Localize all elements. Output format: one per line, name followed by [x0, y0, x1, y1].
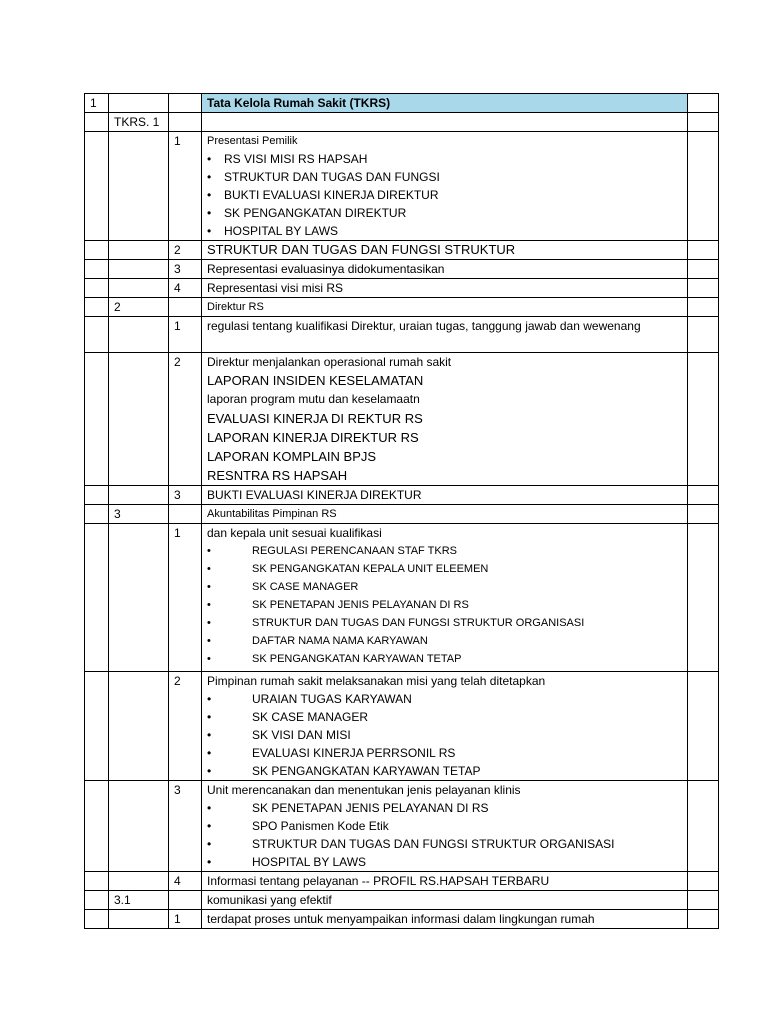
code-cell: 2 — [109, 298, 169, 317]
number-cell: 3 — [169, 260, 202, 279]
table-row — [85, 891, 719, 910]
document-table — [84, 93, 719, 929]
cell-heading: dan kepala unit sesuai kualifikasi — [207, 526, 382, 540]
content-cell: terdapat proses untuk menyampaikan informasi dalam lingkungan rumah — [202, 910, 688, 929]
code-cell: 3 — [109, 505, 169, 524]
list-item: • EVALUASI KINERJA PERRSONIL RS — [207, 744, 682, 762]
code-cell: 3.1 — [109, 891, 169, 910]
row-number — [85, 353, 109, 486]
code-cell — [109, 132, 169, 241]
cell-heading: Unit merencanakan dan menentukan jenis pelayanan klinis — [207, 783, 521, 797]
number-cell: 2 — [169, 353, 202, 486]
list-item: RESNTRA RS HAPSAH — [207, 468, 348, 483]
content-cell: Representasi visi misi RS — [202, 279, 688, 298]
list-item: • SK CASE MANAGER — [207, 578, 682, 596]
empty-cell — [688, 891, 719, 910]
section-title: Tata Kelola Rumah Sakit (TKRS) — [202, 94, 688, 113]
code-cell — [109, 260, 169, 279]
list-item: • SK VISI DAN MISI — [207, 726, 682, 744]
table-row — [85, 94, 719, 113]
table-row — [85, 353, 719, 486]
table-row — [85, 872, 719, 891]
empty-cell — [688, 260, 719, 279]
empty-cell — [688, 486, 719, 505]
row-number — [85, 113, 109, 132]
empty-cell — [688, 353, 719, 486]
empty-cell — [688, 298, 719, 317]
number-cell: 2 — [169, 241, 202, 260]
table-row — [85, 524, 719, 672]
row-number — [85, 505, 109, 524]
empty-cell — [688, 781, 719, 872]
list-item: • SK CASE MANAGER — [207, 708, 682, 726]
list-item: • SK PENGANGKATAN KARYAWAN TETAP — [207, 762, 682, 780]
number-cell: 4 — [169, 279, 202, 298]
cell-heading: Direktur menjalankan operasional rumah sakit — [207, 355, 452, 369]
bullet-list — [207, 150, 682, 240]
list-item: LAPORAN INSIDEN KESELAMATAN — [207, 373, 424, 388]
list-item: • URAIAN TUGAS KARYAWAN — [207, 690, 682, 708]
row-number — [85, 486, 109, 505]
number-cell: 4 — [169, 872, 202, 891]
row-number — [85, 781, 109, 872]
table-row — [85, 113, 719, 132]
number-cell: 2 — [169, 672, 202, 781]
table-row — [85, 781, 719, 872]
code-cell — [109, 486, 169, 505]
table-row — [85, 672, 719, 781]
content-cell: STRUKTUR DAN TUGAS DAN FUNGSI STRUKTUR — [202, 241, 688, 260]
list-item: • HOSPITAL BY LAWS — [207, 222, 682, 240]
empty-cell — [688, 113, 719, 132]
table-row — [85, 910, 719, 929]
number-cell — [169, 298, 202, 317]
list-item: • SK PENGANGKATAN KEPALA UNIT ELEEMEN — [207, 560, 682, 578]
content-cell: komunikasi yang efektif — [202, 891, 688, 910]
code-cell: TKRS. 1 — [109, 113, 169, 132]
number-cell: 1 — [169, 910, 202, 929]
empty-cell — [688, 524, 719, 672]
list-item: • SK PENETAPAN JENIS PELAYANAN DI RS — [207, 799, 682, 817]
row-number — [85, 891, 109, 910]
table-row — [85, 279, 719, 298]
row-number — [85, 132, 109, 241]
table-row — [85, 132, 719, 241]
code-cell — [109, 317, 169, 353]
code-cell — [109, 241, 169, 260]
number-cell: 3 — [169, 781, 202, 872]
content-cell: BUKTI EVALUASI KINERJA DIREKTUR — [202, 486, 688, 505]
code-cell — [109, 781, 169, 872]
empty-cell — [688, 317, 719, 353]
list-item: • HOSPITAL BY LAWS — [207, 853, 682, 871]
bullet-list — [207, 542, 682, 668]
list-item: • DAFTAR NAMA NAMA KARYAWAN — [207, 632, 682, 650]
content-cell — [202, 132, 688, 241]
number-cell — [169, 891, 202, 910]
row-number — [85, 241, 109, 260]
code-cell — [109, 872, 169, 891]
number-cell — [169, 113, 202, 132]
empty-cell — [688, 94, 719, 113]
table-row — [85, 298, 719, 317]
code-cell — [109, 524, 169, 672]
content-cell — [202, 672, 688, 781]
list-item: • SK PENETAPAN JENIS PELAYANAN DI RS — [207, 596, 682, 614]
number-cell: 3 — [169, 486, 202, 505]
list-item: • STRUKTUR DAN TUGAS DAN FUNGSI — [207, 168, 682, 186]
list-item: laporan program mutu dan keselamaatn — [207, 392, 420, 406]
content-cell — [202, 524, 688, 672]
row-number — [85, 298, 109, 317]
empty-cell — [688, 279, 719, 298]
empty-cell — [688, 872, 719, 891]
bullet-list — [207, 690, 682, 780]
content-cell: Direktur RS — [202, 298, 688, 317]
list-item: • STRUKTUR DAN TUGAS DAN FUNGSI STRUKTUR ORGANISASI — [207, 614, 682, 632]
empty-cell — [688, 241, 719, 260]
number-cell: 1 — [169, 524, 202, 672]
bullet-list — [207, 799, 682, 871]
content-cell: Informasi tentang pelayanan -- PROFIL RS.HAPSAH TERBARU — [202, 872, 688, 891]
list-item: • REGULASI PERENCANAAN STAF TKRS — [207, 542, 682, 560]
list-item: • RS VISI MISI RS HAPSAH — [207, 150, 682, 168]
number-cell: 1 — [169, 132, 202, 241]
row-number: 1 — [85, 94, 109, 113]
row-number — [85, 317, 109, 353]
code-cell — [109, 672, 169, 781]
list-item: • SPO Panismen Kode Etik — [207, 817, 682, 835]
code-cell — [109, 353, 169, 486]
number-cell — [169, 505, 202, 524]
row-number — [85, 672, 109, 781]
list-item: • SK PENGANGKATAN KARYAWAN TETAP — [207, 650, 682, 668]
table-row — [85, 505, 719, 524]
list-item: • BUKTI EVALUASI KINERJA DIREKTUR — [207, 186, 682, 204]
list-item: • STRUKTUR DAN TUGAS DAN FUNGSI STRUKTUR ORGANISASI — [207, 835, 682, 853]
content-cell: Akuntabilitas Pimpinan RS — [202, 505, 688, 524]
report-list — [207, 371, 682, 485]
table-row — [85, 260, 719, 279]
content-cell — [202, 353, 688, 486]
row-number — [85, 279, 109, 298]
table-row — [85, 317, 719, 353]
list-item: EVALUASI KINERJA DI REKTUR RS — [207, 411, 423, 426]
row-number — [85, 872, 109, 891]
empty-cell — [688, 910, 719, 929]
row-number — [85, 910, 109, 929]
cell-heading: Pimpinan rumah sakit melaksanakan misi yang telah ditetapkan — [207, 674, 546, 688]
table-row — [85, 241, 719, 260]
number-cell — [169, 94, 202, 113]
list-item: LAPORAN KOMPLAIN BPJS — [207, 449, 377, 464]
row-number — [85, 260, 109, 279]
list-item: • SK PENGANGKATAN DIREKTUR — [207, 204, 682, 222]
cell-heading: Presentasi Pemilik — [207, 135, 298, 147]
content-cell: regulasi tentang kualifikasi Direktur, uraian tugas, tanggung jawab dan wewenang — [202, 317, 688, 353]
code-cell — [109, 910, 169, 929]
number-cell: 1 — [169, 317, 202, 353]
empty-cell — [688, 672, 719, 781]
content-cell — [202, 781, 688, 872]
row-number — [85, 524, 109, 672]
list-item: LAPORAN KINERJA DIREKTUR RS — [207, 430, 419, 445]
table-row — [85, 486, 719, 505]
code-cell — [109, 94, 169, 113]
empty-cell — [688, 132, 719, 241]
content-cell — [202, 113, 688, 132]
content-cell: Representasi evaluasinya didokumentasikan — [202, 260, 688, 279]
empty-cell — [688, 505, 719, 524]
code-cell — [109, 279, 169, 298]
